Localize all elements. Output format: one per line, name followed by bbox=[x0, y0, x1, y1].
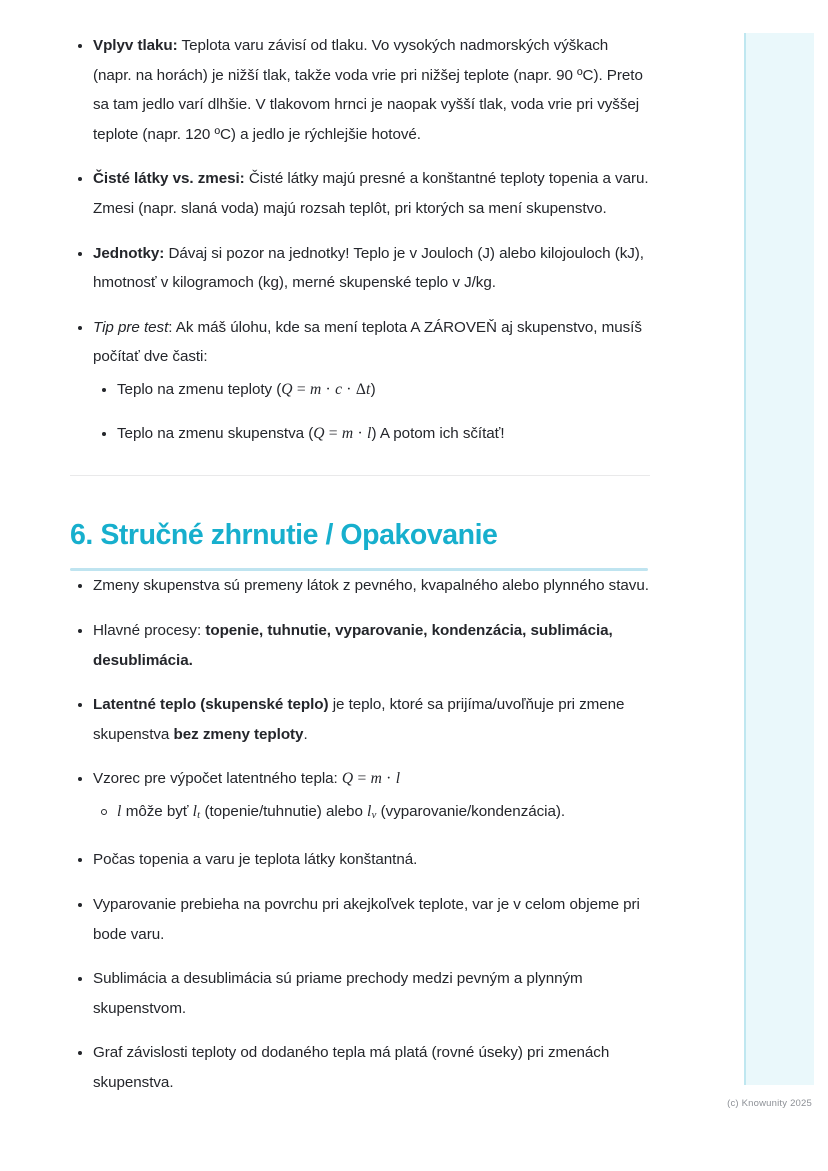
formula-q-m-c-dt bbox=[281, 381, 370, 398]
sub-item-tail: (vyparovanie/kondenzácia). bbox=[376, 802, 566, 820]
list-item-bold-tail: bez zmeny teploty bbox=[173, 725, 304, 743]
formula-dot: · bbox=[325, 380, 331, 398]
formula-symbol-m: m bbox=[341, 424, 354, 442]
sub-item-suffix: ) A potom ich sčítať! bbox=[371, 424, 505, 442]
formula-symbol-l: l bbox=[192, 802, 198, 820]
list-item bbox=[70, 239, 650, 298]
section-divider bbox=[70, 475, 650, 476]
formula-symbol-l: l bbox=[366, 424, 372, 442]
list-item-prefix: Hlavné procesy: bbox=[93, 621, 206, 639]
sub-item-prefix: Teplo na zmenu skupenstva ( bbox=[117, 424, 314, 442]
list-item-text: Vzorec pre výpočet latentného tepla: bbox=[93, 770, 342, 788]
formula-delta: Δ bbox=[355, 380, 367, 398]
list-item bbox=[70, 845, 650, 875]
formula-symbol-l: l bbox=[395, 770, 401, 788]
list-item bbox=[70, 571, 650, 601]
formula-symbol-m: m bbox=[309, 380, 322, 398]
list-item bbox=[93, 419, 650, 449]
list-item-text: Počas topenia a varu je teplota látky konštantná. bbox=[93, 851, 418, 869]
list-item bbox=[70, 31, 650, 149]
list-item-formula bbox=[70, 764, 650, 830]
list-item-body: Dávaj si pozor na jednotky! Teplo je v Jouloch (J) alebo kilojouloch (kJ), hmotnosť v kilogramoch (kg), merné skupenské teplo v J/kg. bbox=[93, 244, 644, 292]
sub-item-suffix: ) bbox=[370, 380, 376, 398]
sub-item-prefix: Teplo na zmenu teploty ( bbox=[117, 380, 282, 398]
formula-symbol-c: c bbox=[335, 380, 343, 398]
list-item bbox=[70, 1038, 650, 1097]
page-title: 6. Stručné zhrnutie / Opakovanie bbox=[70, 519, 498, 552]
formula-q-m-l bbox=[342, 770, 400, 787]
list-item bbox=[93, 797, 650, 831]
formula-q-m-l bbox=[313, 425, 371, 442]
tip-sub-list bbox=[93, 375, 650, 448]
formula-symbol-m: m bbox=[370, 770, 383, 788]
formula-symbol-q: Q bbox=[313, 424, 325, 442]
list-item-text: Graf závislosti teploty od dodaného tepla má platá (rovné úseky) pri zmenách skupenstva. bbox=[93, 1044, 610, 1091]
list-item-text: Vyparovanie prebieha na povrchu pri akejkoľvek teplote, var je v celom objeme pri bode varu. bbox=[93, 895, 640, 943]
formula-subscript-t: t bbox=[197, 809, 201, 821]
tip-lead: Tip pre test bbox=[93, 318, 169, 336]
formula-symbol-t: t bbox=[366, 380, 371, 398]
list-item-mid: je teplo, ktoré sa prijíma/uvoľňuje pri zmene skupenstva bbox=[93, 696, 625, 743]
list-item-body: Čisté látky majú presné a konštantné teploty topenia a varu. Zmesi (napr. slaná voda) majú rozsah teplôt, pri ktorých sa mení skupenstvo. bbox=[93, 170, 649, 217]
formula-symbol-l: l bbox=[117, 802, 122, 820]
list-item-bold: topenie, tuhnutie, vyparovanie, kondenzácia, sublimácia, desublimácia. bbox=[93, 621, 613, 669]
formula-equals: = bbox=[357, 770, 367, 788]
formula-equals: = bbox=[296, 380, 306, 398]
formula-dot: · bbox=[346, 380, 352, 398]
list-item bbox=[93, 375, 650, 405]
list-item-period: . bbox=[303, 725, 308, 743]
footer-copyright: (c) Knowunity 2025 bbox=[727, 1098, 812, 1109]
list-item bbox=[70, 964, 650, 1023]
list-item-lead: Vplyv tlaku: bbox=[93, 37, 178, 54]
summary-list bbox=[70, 571, 650, 1097]
top-notes-list bbox=[70, 31, 650, 448]
formula-symbol-q: Q bbox=[341, 770, 354, 788]
list-item bbox=[70, 690, 650, 749]
list-item-body: Teplota varu závisí od tlaku. Vo vysokých nadmorských výškach (napr. na horách) je nižší tlak, takže voda vrie pri nižšej teplote (napr. 90 ºC). Preto sa tam jedlo varí dlhšie. V tlakovom hrnci je naopak vyšší tlak, voda vrie pri vyššej teplote (napr. 120 ºC) a jedlo je rýchlejšie hotové. bbox=[93, 37, 643, 143]
formula-dot: · bbox=[357, 424, 363, 442]
list-item-lead: Jednotky: bbox=[93, 244, 165, 262]
sub-item-mid: (topenie/tuhnutie) alebo bbox=[200, 802, 368, 820]
right-edge-accent-strip bbox=[744, 33, 814, 1085]
list-item bbox=[70, 616, 650, 675]
list-item bbox=[70, 164, 650, 223]
list-item-text: Zmeny skupenstva sú premeny látok z pevného, kvapalného alebo plynného stavu. bbox=[93, 577, 649, 595]
formula-symbol-q: Q bbox=[281, 380, 293, 398]
formula-dot: · bbox=[386, 770, 392, 788]
formula-symbol-l: l bbox=[367, 802, 372, 820]
formula-subscript-v: v bbox=[371, 809, 377, 821]
formula-sub-list bbox=[93, 797, 650, 831]
page-content bbox=[70, 0, 650, 1098]
list-item bbox=[70, 890, 650, 949]
formula-equals: = bbox=[328, 424, 338, 442]
sub-item-mid: môže byť bbox=[121, 802, 193, 820]
list-item-bold-lead: Latentné teplo (skupenské teplo) bbox=[93, 696, 329, 714]
list-item-text: Sublimácia a desublimácia sú priame prechody medzi pevným a plynným skupenstvom. bbox=[93, 970, 583, 1017]
tip-body: : Ak máš úlohu, kde sa mení teplota A ZÁROVEŇ aj skupenstvo, musíš počítať dve časti: bbox=[93, 318, 642, 366]
list-item-tip bbox=[70, 313, 650, 448]
list-item-lead: Čisté látky vs. zmesi: bbox=[93, 170, 245, 188]
